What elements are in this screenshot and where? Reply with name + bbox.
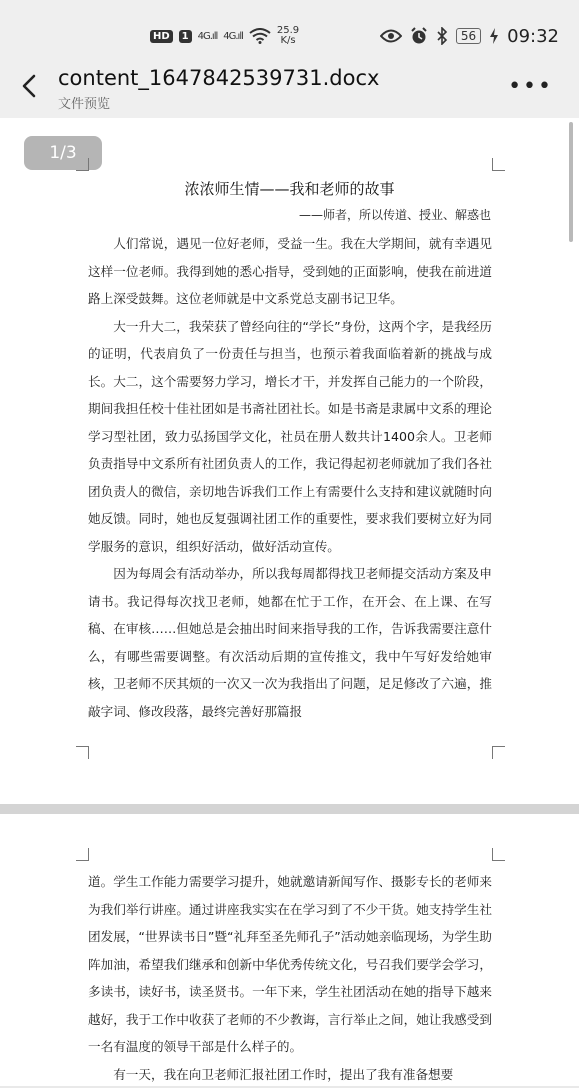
more-menu-icon[interactable]: •••	[508, 74, 553, 99]
back-arrow-icon[interactable]	[16, 72, 44, 100]
paragraph: 人们常说，遇见一位好老师，受益一生。我在大学期间，就有幸遇见这样一位老师。我得到她的悉心指导，受到她的正面影响，使我在前进道路上深受鼓舞。这位老师就是中文系党总支副书记卫华。	[88, 230, 492, 313]
net-speed-unit: K/s	[280, 35, 295, 46]
app-bar	[0, 62, 579, 118]
status-left	[150, 22, 299, 50]
paragraph: 因为每周会有活动举办，所以我每周都得找卫老师提交活动方案及申请书。我记得每次找卫老师，她都在忙于工作，在开会、在上课、在写稿、在审核……但她总是会抽出时间来指导我的工作，告诉我需要注意什么，有哪些需要调整。有次活动后期的宣传推文，我中午写好发给她审核，卫老师不厌其烦的一次又一次为我指出了问题，足足修改了六遍，推敲字词、修改段落，最终完善好那篇报	[88, 560, 492, 725]
document-subtitle: ——师者，所以传道、授业、解惑也	[299, 206, 491, 223]
corner-mark	[76, 848, 89, 861]
status-bar	[0, 0, 579, 62]
wifi-icon	[249, 28, 271, 44]
document-title: 浓浓师生情——我和老师的故事	[0, 178, 579, 199]
document-body	[88, 230, 492, 725]
hd-badge: HD	[150, 30, 173, 43]
corner-mark	[76, 158, 89, 171]
signal-icon: 4G.ıll	[198, 31, 218, 42]
clock: 09:32	[507, 26, 559, 47]
page-indicator: 1/3	[24, 136, 102, 170]
page-separator	[0, 804, 579, 814]
corner-mark	[492, 158, 505, 171]
file-title: content_1647842539731.docx	[58, 66, 379, 90]
corner-mark	[76, 746, 89, 759]
alarm-icon	[410, 27, 428, 45]
status-right	[380, 22, 559, 50]
document-page-1[interactable]	[0, 118, 579, 804]
charging-icon	[489, 28, 499, 44]
document-page-2[interactable]	[0, 814, 579, 1086]
paragraph: 大一升大二，我荣获了曾经向往的“学长”身份，这两个字，是我经历的证明，代表肩负了一份责任与担当，也预示着我面临着新的挑战与成长。大二，这个需要努力学习，增长才干，并发挥自己能力的一个阶段，期间我担任校十佳社团如是书斋社团社长。如是书斋是隶属中文系的理论学习型社团，致力弘扬国学文化，社员在册人数共计1400余人。卫老师负责指导中文系所有社团负责人的工作，我记得起初老师就加了我们各社团负责人的微信，亲切地告诉我们工作上有需要什么支持和建议就随时向她反馈。同时，她也反复强调社团工作的重要性，要求我们要树立好为同学服务的意识，组织好活动，做好活动宣传。	[88, 313, 492, 561]
corner-mark	[492, 848, 505, 861]
file-subtitle: 文件预览	[58, 93, 110, 112]
bluetooth-icon	[436, 27, 448, 45]
signal-icon-2: 4G.ıll	[223, 31, 243, 42]
net-speed	[277, 26, 299, 46]
eye-icon	[380, 29, 402, 43]
corner-mark	[492, 746, 505, 759]
battery-icon: 56	[456, 28, 481, 44]
document-body	[88, 868, 492, 1088]
paragraph: 道。学生工作能力需要学习提升，她就邀请新闻写作、摄影专长的老师来为我们举行讲座。通过讲座我实实在在学习到了不少干货。她支持学生社团发展，“世界读书日”暨“礼拜至圣先师孔子”活动她亲临现场，为学生助阵加油，希望我们继承和创新中华优秀传统文化，号召我们要学会学习，多读书，读好书，读圣贤书。一年下来，学生社团活动在她的指导下越来越好，我于工作中收获了老师的不少教诲，言行举止之间，她让我感受到一名有温度的领导干部是什么样子的。	[88, 868, 492, 1061]
net-speed-value: 25.9	[277, 25, 299, 36]
sim-badge: 1	[179, 30, 192, 43]
paragraph: 有一天，我在向卫老师汇报社团工作时，提出了我有准备想要	[88, 1061, 492, 1088]
